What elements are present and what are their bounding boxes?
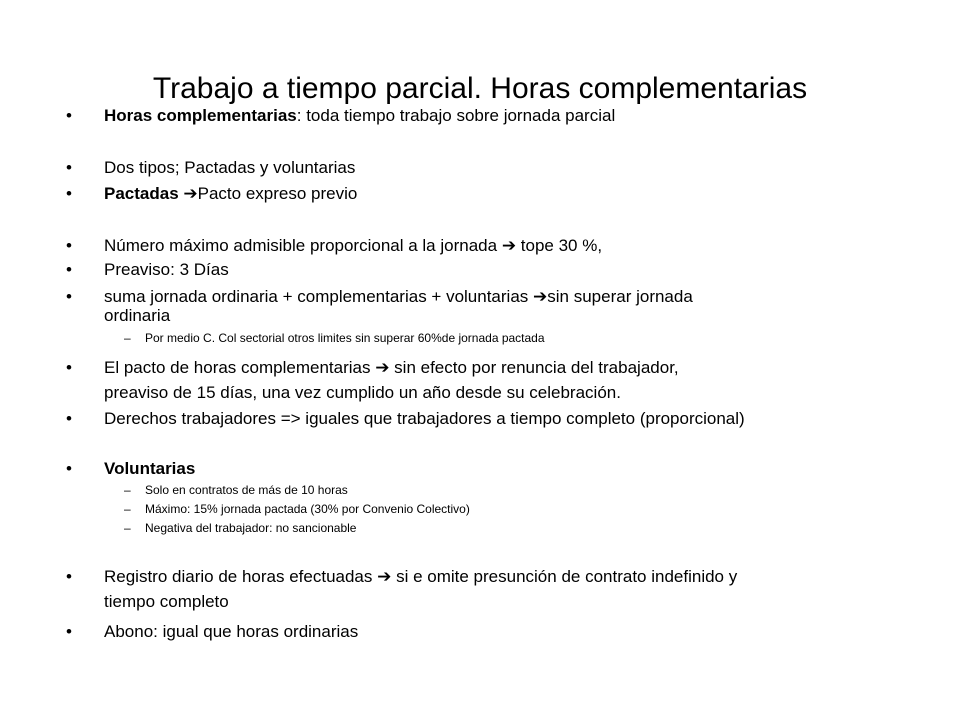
item-text: si e omite presunción de contrato indefinido y	[391, 567, 738, 586]
bullet-marker: •	[66, 158, 72, 177]
dash-marker: –	[124, 483, 131, 497]
bullet-marker: •	[66, 260, 72, 279]
item-bold-text: Voluntarias	[104, 459, 196, 478]
bullet-marker: •	[66, 459, 72, 478]
list-item	[104, 287, 693, 307]
item-bold-text: Horas complementarias	[104, 106, 297, 125]
item-text: : toda tiempo trabajo sobre jornada parcial	[296, 106, 616, 125]
list-item	[104, 106, 615, 126]
item-text: tope 30 %,	[516, 236, 603, 255]
sub-list-item: Negativa del trabajador: no sancionable	[145, 521, 357, 535]
sub-list-item: Por medio C. Col sectorial otros limites sin superar 60%de jornada pactada	[145, 331, 545, 345]
list-item: Derechos trabajadores => iguales que trabajadores a tiempo completo (proporcional)	[104, 409, 745, 428]
arrow-right-icon: ➔	[183, 184, 198, 203]
list-item	[104, 236, 602, 256]
item-text: suma jornada ordinaria + complementarias + voluntarias	[104, 287, 534, 306]
item-bold-text: Pactadas	[104, 184, 184, 203]
bullet-marker: •	[66, 287, 72, 306]
list-item: Dos tipos; Pactadas y voluntarias	[104, 158, 356, 177]
bullet-marker: •	[66, 236, 72, 255]
sub-list-item: Solo en contratos de más de 10 horas	[145, 483, 348, 497]
list-item	[104, 459, 195, 479]
bullet-marker: •	[66, 409, 72, 428]
arrow-right-icon: ➔	[533, 287, 548, 306]
dash-marker: –	[124, 502, 131, 516]
sub-list-item: Máximo: 15% jornada pactada (30% por Convenio Colectivo)	[145, 502, 470, 516]
item-text: Registro diario de horas efectuadas	[104, 567, 378, 586]
item-text: Número máximo admisible proporcional a la jornada	[104, 236, 502, 255]
list-item	[104, 184, 357, 204]
bullet-marker: •	[66, 358, 72, 377]
item-text: El pacto de horas complementarias	[104, 358, 376, 377]
dash-marker: –	[124, 331, 131, 345]
bullet-marker: •	[66, 106, 72, 125]
list-item: Abono: igual que horas ordinarias	[104, 622, 359, 641]
arrow-right-icon: ➔	[501, 236, 517, 255]
list-item-continuation: preaviso de 15 días, una vez cumplido un año desde su celebración.	[104, 383, 621, 402]
list-item-continuation: ordinaria	[104, 306, 171, 325]
item-text: sin superar jornada	[547, 287, 693, 306]
list-item	[104, 358, 679, 378]
bullet-marker: •	[66, 567, 72, 586]
bullet-marker: •	[66, 184, 72, 203]
list-item	[104, 567, 737, 587]
list-item-continuation: tiempo completo	[104, 592, 229, 611]
list-item: Preaviso: 3 Días	[104, 260, 229, 279]
arrow-right-icon: ➔	[375, 358, 390, 377]
dash-marker: –	[124, 521, 131, 535]
arrow-right-icon: ➔	[377, 567, 392, 586]
item-text: Pacto expreso previo	[197, 184, 358, 203]
slide-title: Trabajo a tiempo parcial. Horas complementarias	[152, 72, 808, 105]
item-text: sin efecto por renuncia del trabajador,	[389, 358, 679, 377]
bullet-marker: •	[66, 622, 72, 641]
